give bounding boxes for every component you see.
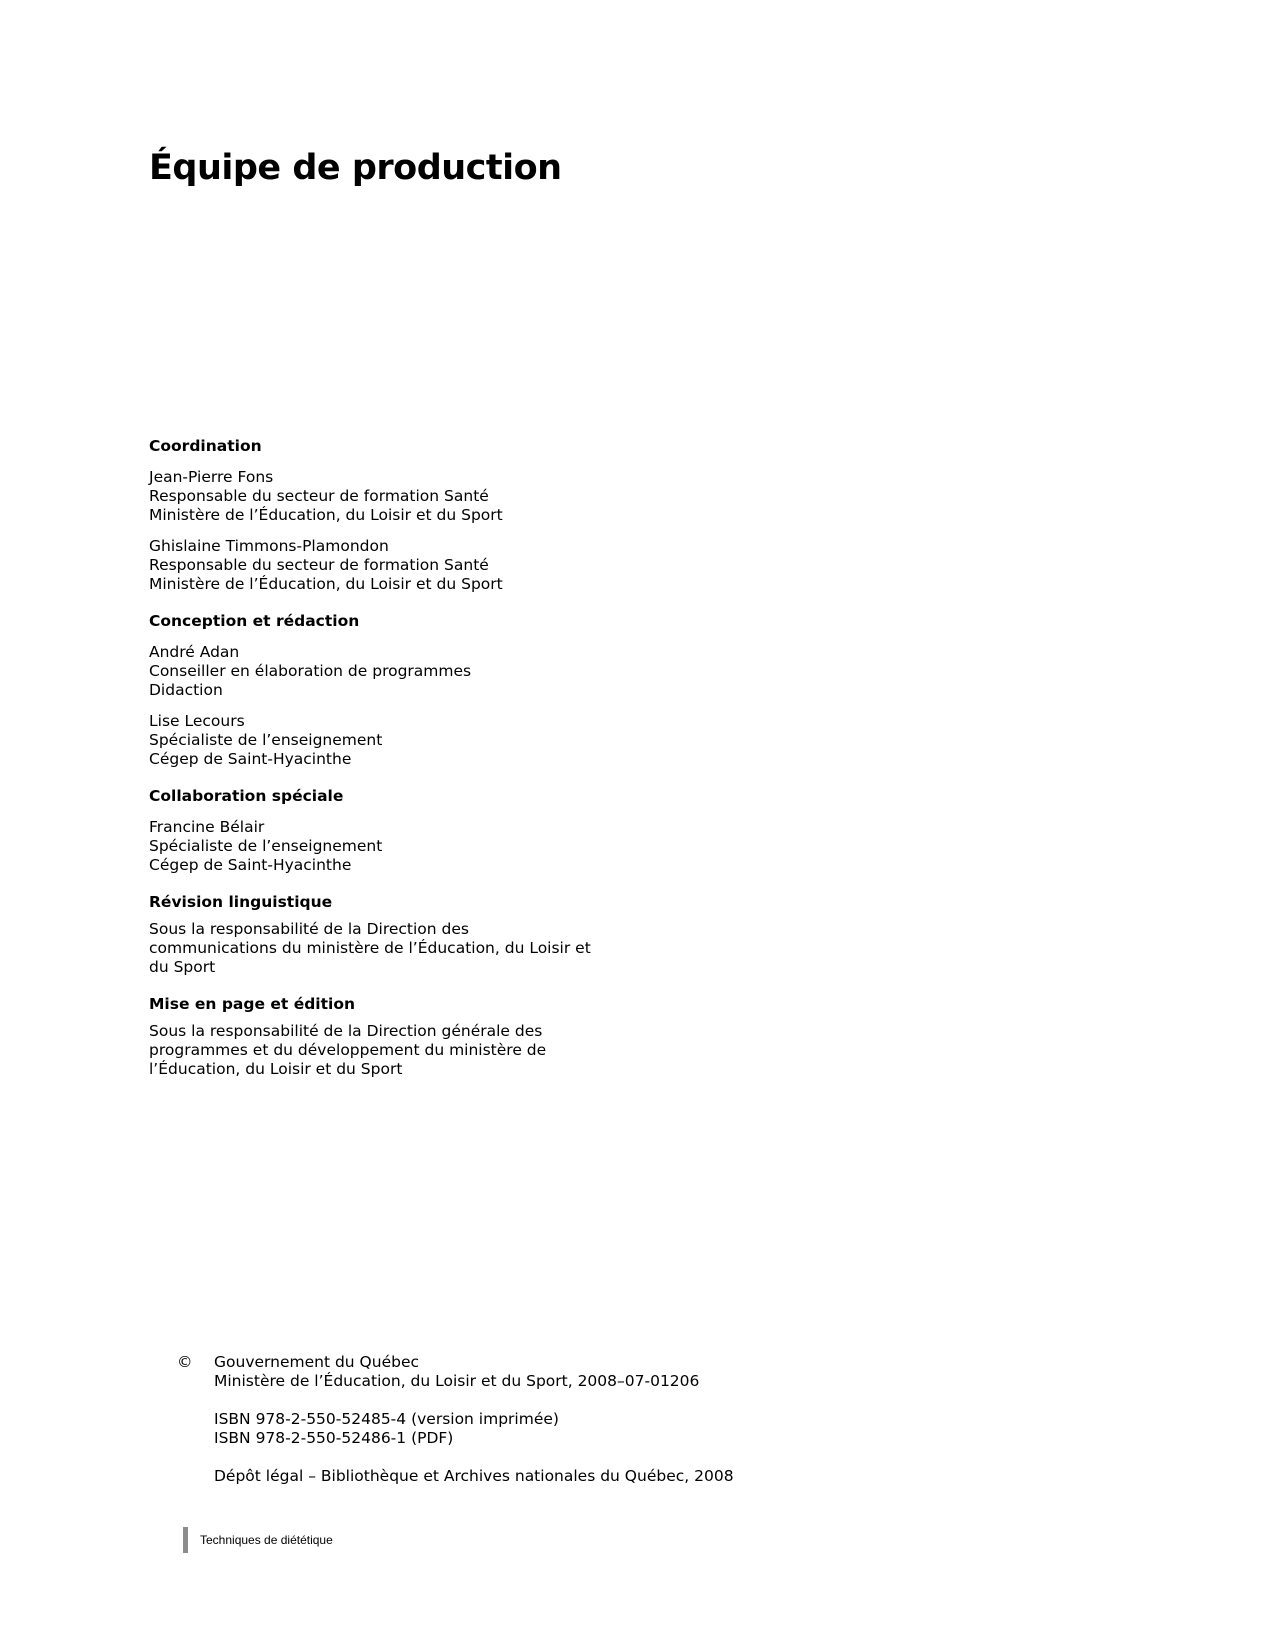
description-line: du Sport xyxy=(149,958,216,976)
copyright-body xyxy=(214,1353,914,1486)
section-heading: Collaboration spéciale xyxy=(149,787,344,805)
credit-person xyxy=(149,468,589,525)
person-name: André Adan xyxy=(149,643,240,661)
section-heading: Conception et rédaction xyxy=(149,612,360,630)
credit-person xyxy=(149,643,589,700)
footer-title: Techniques de diététique xyxy=(200,1533,333,1547)
description-line: programmes et du développement du ministère de xyxy=(149,1041,547,1059)
person-name: Francine Bélair xyxy=(149,818,265,836)
person-org: Ministère de l’Éducation, du Loisir et du Sport xyxy=(149,575,503,593)
section-description xyxy=(149,1022,589,1079)
person-role: Responsable du secteur de formation Santé xyxy=(149,556,489,574)
section-mise-en-page-edition xyxy=(149,995,589,1079)
person-name: Ghislaine Timmons-Plamondon xyxy=(149,537,389,555)
person-name: Lise Lecours xyxy=(149,712,245,730)
person-org: Cégep de Saint-Hyacinthe xyxy=(149,856,352,874)
description-line: Sous la responsabilité de la Direction des xyxy=(149,920,469,938)
legal-deposit: Dépôt légal – Bibliothèque et Archives nationales du Québec, 2008 xyxy=(214,1467,734,1485)
page-title: Équipe de production xyxy=(149,148,562,188)
section-heading: Coordination xyxy=(149,437,262,455)
person-role: Spécialiste de l’enseignement xyxy=(149,837,383,855)
credit-person xyxy=(149,818,589,875)
person-org: Ministère de l’Éducation, du Loisir et du Sport xyxy=(149,506,503,524)
credits-list xyxy=(149,437,589,1091)
footer-bar xyxy=(183,1527,188,1553)
description-line: Sous la responsabilité de la Direction générale des xyxy=(149,1022,543,1040)
person-role: Responsable du secteur de formation Santé xyxy=(149,487,489,505)
section-heading: Révision linguistique xyxy=(149,893,333,911)
isbn-pdf: ISBN 978-2-550-52486-1 (PDF) xyxy=(214,1429,454,1447)
credit-person xyxy=(149,712,589,769)
publisher: Gouvernement du Québec xyxy=(214,1353,419,1371)
isbn-print: ISBN 978-2-550-52485-4 (version imprimée) xyxy=(214,1410,559,1428)
person-name: Jean-Pierre Fons xyxy=(149,468,274,486)
person-role: Conseiller en élaboration de programmes xyxy=(149,662,472,680)
ministry-line: Ministère de l’Éducation, du Loisir et du Sport, 2008–07-01206 xyxy=(214,1372,700,1390)
section-description xyxy=(149,920,589,977)
person-org: Cégep de Saint-Hyacinthe xyxy=(149,750,352,768)
credit-person xyxy=(149,537,589,594)
description-line: l’Éducation, du Loisir et du Sport xyxy=(149,1060,403,1078)
description-line: communications du ministère de l’Éducation, du Loisir et xyxy=(149,939,591,957)
section-collaboration-speciale xyxy=(149,787,589,875)
page-footer xyxy=(183,1527,333,1553)
person-role: Spécialiste de l’enseignement xyxy=(149,731,383,749)
section-conception-redaction xyxy=(149,612,589,769)
person-org: Didaction xyxy=(149,681,223,699)
section-heading: Mise en page et édition xyxy=(149,995,356,1013)
section-coordination xyxy=(149,437,589,594)
section-revision-linguistique xyxy=(149,893,589,977)
copyright-symbol: © xyxy=(177,1353,193,1371)
